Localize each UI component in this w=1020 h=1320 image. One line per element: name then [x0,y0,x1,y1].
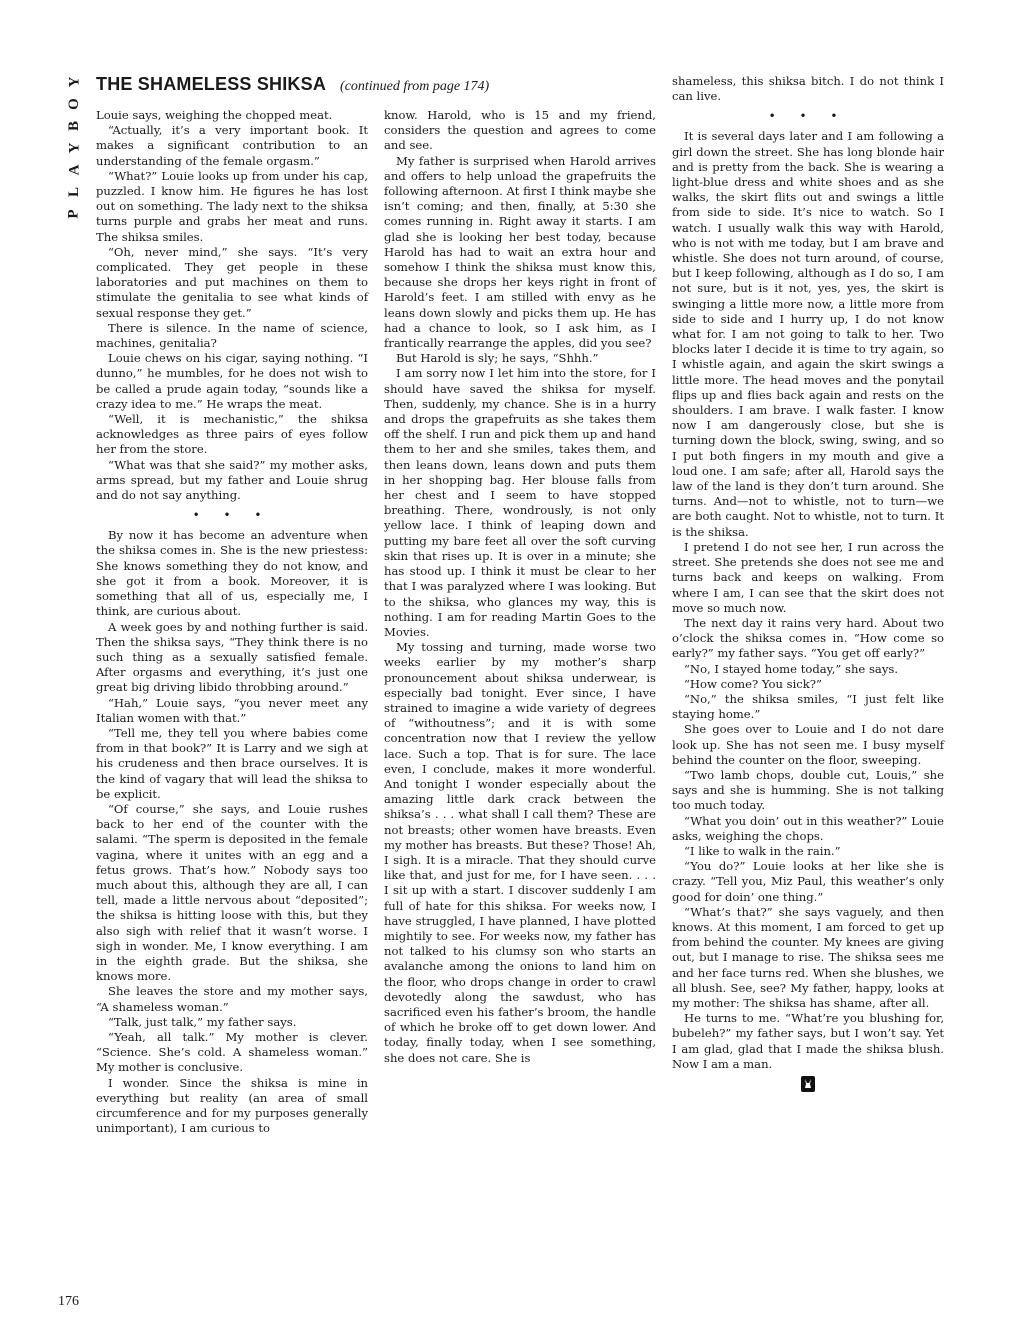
paragraph: My tossing and turning, made worse two weeks earlier by my mother’s sharp pronouncement about shiksa underwear, is especially bad tonight. Ever since, I have strained to imagine a wide variety of degrees of “withoutness”; and it is with some concentration now that I review the yellow lace. Such a top. That is for sure. The lace even, I conclude, makes it more wonderful. And tonight I wonder especially about the amazing little dark crack between the shiksa’s . . . what shall I call them? These are not breasts; other women have breasts. Even my mother has breasts. But these? Those! Ah, I sigh. It is a miracle. That they should curve like that, and just for me, for I have seen. . . . I sit up with a start. I discover suddenly I am full of hate for this shiksa. For weeks now, I have struggled, I have planned, I have plotted mightily to see. For weeks now, my father has not talked to his clumsy son who starts an avalanche among the onions to land him on the floor, who drops change in order to crawl devotedly along the sawdust, who has sacrificed even his father’s broom, the handle of which he broke off to get down lower. And today, finally today, when I see something, she does not care. She is [384,640,656,1065]
paragraph: There is silence. In the name of science, machines, genitalia? [96,320,368,351]
paragraph: A week goes by and nothing further is said. Then the shiksa says, “They think there is no such thing as a sexually satisfied female. After orgasms and everything, it’s just one great big driving libido throbbing around.” [96,619,368,695]
paragraph: “How come? You sick?” [684,676,822,691]
side-letter: Y [66,74,82,88]
paragraph: Louie says, weighing the chopped meat. [96,108,333,122]
paragraph: She leaves the store and my mother says, “A shameless woman.” [96,984,368,1014]
paragraph: I wonder. Since the shiksa is mine in everything but reality (an area of small circumference and for my purposes generally unimportant), I am curious to [96,1075,368,1136]
column-3 [672,74,944,1092]
paragraph: “Tell me, they tell you where babies come from in that book?” It is Larry and we sigh at his crudeness and then brace ourselves. It is the kind of vagary that will lead the shiksa to be explicit. [96,725,368,801]
paragraph: “Of course,” she says, and Louie rushes back to her end of the counter with the salami. “The sperm is deposited in the female vagina, where it unites with an egg and a fetus grows. That’s how.” Nobody says too much about this, although they are all, I can tell, made a little nervous about “deposited”; the shiksa is hitting loose with this, but they also sigh with relief that it wasn’t worse. I sigh in wonder. Me, I know everything. I am in the eighth grade. But the shiksa, she knows more. [96,801,368,984]
side-letter: Y [66,140,82,154]
paragraph: “No,” the shiksa smiles, “I just felt like staying home.” [672,691,944,722]
paragraph: “What’s that?” she says vaguely, and then knows. At this moment, I am forced to get up from behind the counter. My knees are giving out, but I manage to rise. The shiksa sees me and her face turns red. When she blushes, we all blush. See, see? My father, happy, looks at my mother: The shiksa has shame, after all. [672,904,944,1010]
paragraph: I pretend I do not see her, I run across the street. She pretends she does not see me and turns back and keeps on walking. From where I am, I can see that the skirt does not move so much now. [672,539,944,615]
side-letter: A [66,162,82,176]
column-2 [384,108,656,1066]
paragraph: “Oh, never mind,” she says. “It’s very complicated. They get people in these laboratories and put machines on them to stimulate the genitalia to see what kinds of sexual response they get.” [96,244,368,320]
paragraph: “You do?” Louie looks at her like she is crazy. “Tell you, Miz Paul, this weather’s only good for doin’ one thing.” [672,859,944,904]
article-title: THE SHAMELESS SHIKSA [96,74,327,94]
paragraph: “Well, it is mechanistic,” the shiksa acknowledges as three pairs of eyes follow her from the store. [96,412,368,457]
paragraph: “I like to walk in the rain.” [684,843,841,858]
paragraph: My father is surprised when Harold arrives and offers to help unload the grapefruits the following afternoon. At first I think maybe she isn’t coming; and then, finally, at 5:30 she comes running in. Right away it starts. I am glad she is looking her best today, because Harold has had to wait an extra hour and somehow I think the shiksa must know this, because she drops her keys right in front of Harold’s feet. I am stilled with envy as he leans down slowly and picks them up. He has had a chance to look, so I ask him, as I frantically rearrange the apples, did you see? [384,153,656,351]
paragraph: But Harold is sly; he says, “Shhh.” [396,351,599,366]
paragraph: “Actually, it’s a very important book. It makes a significant contribution to an understanding of the female orgasm.” [96,123,368,168]
paragraph: By now it has become an adventure when the shiksa comes in. She is the new priestess: She knows something they do not know, and she got it from a book. Moreover, it is something that all of us, especially me, I think, are curious about. [96,528,368,619]
article-header [96,74,656,95]
section-separator: • • • [192,508,272,523]
paragraph: “Talk, just talk,” my father says. [108,1014,297,1029]
paragraph: The next day it rains very hard. About two o’clock the shiksa comes in. “How come so early?” my father says. “You get off early?” [672,615,944,661]
side-letter: O [65,96,82,110]
page-number: 176 [58,1294,79,1309]
rabbit-end-mark-icon [801,1076,815,1092]
paragraph: “What was that she said?” my mother asks, arms spread, but my father and Louie shrug and do not say anything. [96,457,368,503]
paragraph: It is several days later and I am following a girl down the street. She has long blonde hair and is pretty from the back. She is wearing a light-blue dress and white shoes and as she walks, the skirt flits out and swings a little from side to side. It’s nice to watch. So I watch. I usually walk this way with Harold, who is not with me today, but I am brave and whistle. She does not turn around, of course, but I keep following, although as I do so, I am not sure, but is it not, yes, yes, the skirt is swinging a little more now, a little more from side to side and I hurry up, I do not know what for. I am not going to talk to her. Two blocks later I decide it is time to try again, so I whistle again, and again the skirt swings a little more. The head moves and the ponytail flips up and flies back again and rests on the shoulders. I am brave. I walk faster. I know now I am dangerously close, but she is turning down the block, swing, swing, and so I put both fingers in my mouth and give a loud one. I am safe; after all, Harold says the law of the land is they don’t turn around. She turns. And—not to whistle, not to turn—we are both caught. Not to whistle, not to turn. It is the shiksa. [672,129,944,539]
magazine-side-label [62,74,86,220]
paragraph: “No, I stayed home today,” she says. [684,661,899,676]
side-letter: P [65,207,82,219]
paragraph: I am sorry now I let him into the store, for I should have saved the shiksa for myself. Then, suddenly, my chance. She is in a hurry and drops the grapefruits as she takes them off the shelf. I run and pick them up and hand them to her and she smiles, takes them, and then leans down, leans down and puts them in her shopping bag. Her blouse falls from her chest and I seem to have stopped breathing. There, wondrously, is not only yellow lace. I think of leaping down and putting my bare feet all over the soft curving skin that rises up. It is over in a minute; she has stood up. I think it must be clear to her that I was paralyzed where I was looking. But to the shiksa, who glances my way, this is nothing. I am for reading Martin Goes to the Movies. [384,366,656,639]
paragraph: “Yeah, all talk.” My mother is clever. “Science. She’s cold. A shameless woman.” My mother is conclusive. [96,1029,368,1075]
paragraph: “Two lamb chops, double cut, Louis,” she says and she is humming. She is not talking too much today. [672,767,944,813]
paragraph: She goes over to Louie and I do not dare look up. She has not seen me. I busy myself behind the counter on the floor, sweeping. [672,722,944,767]
section-separator: • • • [768,109,848,124]
paragraph: shameless, this shiksa bitch. I do not think I can live. [672,74,944,104]
paragraph: Louie chews on his cigar, saying nothing. “I dunno,” he mumbles, for he does not wish to be called a prude again today, “sounds like a crazy idea to me.” He wraps the meat. [96,351,368,411]
continued-note: (continued from page 174) [340,79,490,94]
paragraph: He turns to me. “What’re you blushing for, bubeleh?” my father says, but I won’t say. Yet I am glad, glad that I made the shiksa blush. Now I am a man. [672,1011,944,1071]
paragraph: “What?” Louie looks up from under his cap, puzzled. I know him. He figures he has lost out on something. The lady next to the shiksa turns purple and grabs her meat and runs. The shiksa smiles. [96,168,368,244]
side-letter: L [65,184,82,198]
paragraph: know. Harold, who is 15 and my friend, considers the question and agrees to come and see. [384,108,656,153]
paragraph: “What you doin’ out in this weather?” Louie asks, weighing the chops. [672,813,944,843]
column-1 [96,108,368,1136]
side-letter: B [65,118,82,132]
paragraph: “Hah,” Louie says, “you never meet any Italian women with that.” [96,695,368,725]
